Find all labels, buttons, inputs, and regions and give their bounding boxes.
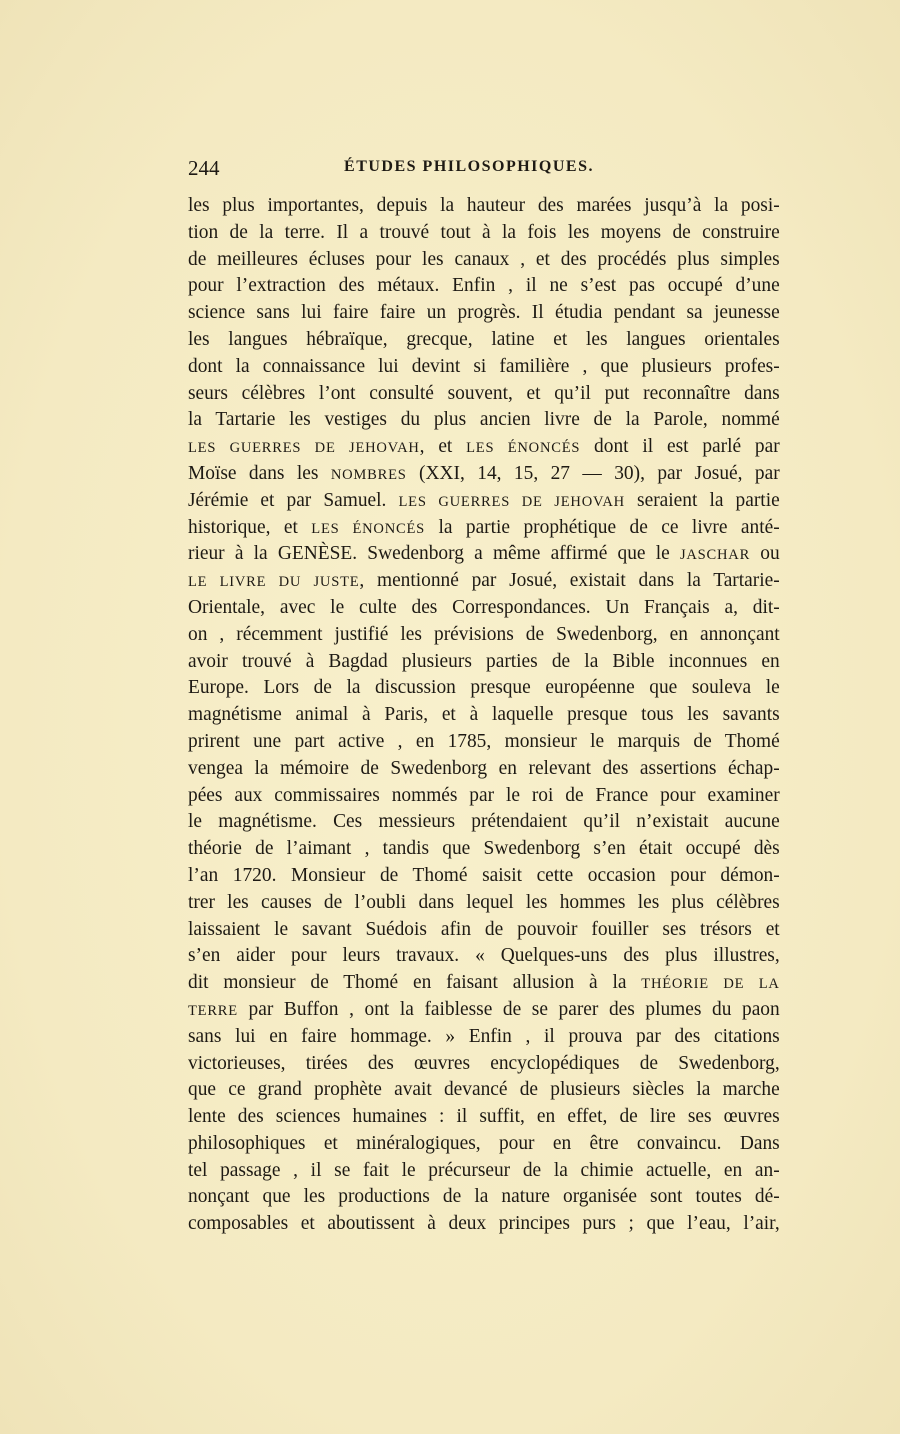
text-segment: nonçant que les productions de la nature organisée sont toutes dé- xyxy=(188,1185,780,1208)
text-segment: que ce grand prophète avait devancé de plusieurs siècles la marche xyxy=(188,1078,780,1101)
text-line xyxy=(188,701,780,728)
text-segment: magnétisme animal à Paris, et à laquelle presque tous les savants xyxy=(188,703,780,726)
text-segment: composables et aboutissent à deux principes purs ; que l’eau, l’air, xyxy=(188,1212,780,1235)
body-text xyxy=(188,192,780,1237)
text-segment: tion de la terre. Il a trouvé tout à la fois les moyens de construire xyxy=(188,220,780,243)
text-segment: trer les causes de l’oubli dans lequel les hommes les plus célèbres xyxy=(188,890,780,913)
text-segment: tel passage , il se fait le précurseur de la chimie actuelle, en an- xyxy=(188,1158,780,1181)
text-segment: , et xyxy=(419,435,467,458)
text-line xyxy=(188,1157,780,1184)
text-line xyxy=(188,1050,780,1077)
text-segment: vengea la mémoire de Swedenborg en relevant des assertions échap- xyxy=(188,756,780,779)
text-line xyxy=(188,621,780,648)
text-line xyxy=(188,353,780,380)
text-line xyxy=(188,755,780,782)
text-line xyxy=(188,460,780,487)
small-caps-title: NOMBRES xyxy=(330,466,407,483)
text-line xyxy=(188,487,780,514)
text-line xyxy=(188,648,780,675)
text-line xyxy=(188,808,780,835)
text-line xyxy=(188,433,780,460)
text-line xyxy=(188,942,780,969)
text-line xyxy=(188,406,780,433)
text-line xyxy=(188,1210,780,1237)
text-line xyxy=(188,192,780,219)
text-line xyxy=(188,916,780,943)
text-segment: la Tartarie les vestiges du plus ancien livre de la Parole, nommé xyxy=(188,408,780,431)
text-line xyxy=(188,674,780,701)
text-segment: de meilleures écluses pour les canaux , et des procédés plus simples xyxy=(188,247,780,270)
text-line xyxy=(188,567,780,594)
text-segment: les plus importantes, depuis la hauteur des marées jusqu’à la posi- xyxy=(188,194,780,216)
text-segment: le magnétisme. Ces messieurs prétendaient qu’il n’existait aucune xyxy=(188,810,780,833)
text-segment: (XXI, 14, 15, 27 — 30), par Josué, par xyxy=(406,461,780,484)
text-segment: dont la connaissance lui devint si familière , que plusieurs profes- xyxy=(188,354,780,377)
text-line xyxy=(188,272,780,299)
text-segment: laissaient le savant Suédois afin de pouvoir fouiller ses trésors et xyxy=(188,917,780,940)
text-line xyxy=(188,299,780,326)
text-segment: pées aux commissaires nommés par le roi de France pour examiner xyxy=(188,783,780,806)
small-caps-title: LES ÉNONCÉS xyxy=(311,520,426,537)
text-line xyxy=(188,835,780,862)
text-segment: dont il est parlé par xyxy=(580,435,780,458)
text-segment: , mentionné par Josué, existait dans la Tartarie- xyxy=(359,569,780,592)
text-segment: historique, et xyxy=(188,515,312,538)
text-segment: Jérémie et par Samuel. xyxy=(188,488,399,511)
text-segment: seurs célèbres l’ont consulté souvent, et qu’il put reconnaître dans xyxy=(188,381,780,404)
text-segment: la partie prophétique de ce livre anté- xyxy=(425,515,780,538)
text-line xyxy=(188,728,780,755)
text-line xyxy=(188,219,780,246)
text-segment: victorieuses, tirées des œuvres encyclopédiques de Swedenborg, xyxy=(188,1051,780,1074)
text-line xyxy=(188,594,780,621)
text-segment: on , récemment justifié les prévisions de Swedenborg, en annonçant xyxy=(188,622,780,645)
text-segment: philosophiques et minéralogiques, pour en être convaincu. Dans xyxy=(188,1131,780,1154)
small-caps-title: LE LIVRE DU JUSTE xyxy=(188,574,360,591)
text-segment: lente des sciences humaines : il suffit, en effet, de lire ses œuvres xyxy=(188,1105,780,1128)
text-line xyxy=(188,1103,780,1130)
text-line xyxy=(188,380,780,407)
text-segment: ou xyxy=(750,542,780,565)
text-line xyxy=(188,996,780,1023)
small-caps-title: JASCHAR xyxy=(679,547,751,564)
text-line xyxy=(188,514,780,541)
text-segment: Moïse dans les xyxy=(188,461,331,484)
small-caps-title: LES ÉNONCÉS xyxy=(466,440,581,457)
text-line xyxy=(188,862,780,889)
text-segment: l’an 1720. Monsieur de Thomé saisit cette occasion pour démon- xyxy=(188,863,780,886)
text-line xyxy=(188,1130,780,1157)
text-line xyxy=(188,246,780,273)
text-line xyxy=(188,782,780,809)
text-segment: sans lui en faire hommage. » Enfin , il prouva par des citations xyxy=(188,1024,780,1047)
text-segment: théorie de l’aimant , tandis que Swedenborg s’en était occupé dès xyxy=(188,837,780,860)
text-segment: science sans lui faire faire un progrès. Il étudia pendant sa jeunesse xyxy=(188,301,780,324)
text-line xyxy=(188,540,780,567)
text-line xyxy=(188,969,780,996)
running-title: ÉTUDES PHILOSOPHIQUES. xyxy=(344,158,594,175)
text-segment: prirent une part active , en 1785, monsieur le marquis de Thomé xyxy=(188,729,780,752)
page-number: 244 xyxy=(188,156,220,180)
text-line xyxy=(188,1076,780,1103)
text-segment: rieur à la GENÈSE. Swedenborg a même affirmé que le xyxy=(188,542,680,565)
running-header xyxy=(188,156,780,184)
text-segment: s’en aider pour leurs travaux. « Quelques-uns des plus illustres, xyxy=(188,944,780,967)
small-caps-title: LES GUERRES DE JEHOVAH xyxy=(188,440,420,457)
text-segment: Europe. Lors de la discussion presque européenne que souleva le xyxy=(188,676,780,699)
small-caps-title: THÉORIE DE LA xyxy=(641,976,780,993)
text-line xyxy=(188,326,780,353)
text-segment: dit monsieur de Thomé en faisant allusion à la xyxy=(188,971,642,994)
text-segment: Orientale, avec le culte des Correspondances. Un Français a, dit- xyxy=(188,595,780,618)
text-line xyxy=(188,1023,780,1050)
text-line xyxy=(188,889,780,916)
text-segment: avoir trouvé à Bagdad plusieurs parties de la Bible inconnues en xyxy=(188,649,780,672)
small-caps-title: TERRE xyxy=(188,1002,238,1019)
text-line xyxy=(188,1183,780,1210)
text-segment: par Buffon , ont la faiblesse de se parer des plumes du paon xyxy=(237,997,780,1020)
text-segment: seraient la partie xyxy=(624,488,780,511)
small-caps-title: LES GUERRES DE JEHOVAH xyxy=(398,493,625,510)
text-segment: pour l’extraction des métaux. Enfin , il ne s’est pas occupé d’une xyxy=(188,274,780,297)
text-segment: les langues hébraïque, grecque, latine et les langues orientales xyxy=(188,327,780,350)
